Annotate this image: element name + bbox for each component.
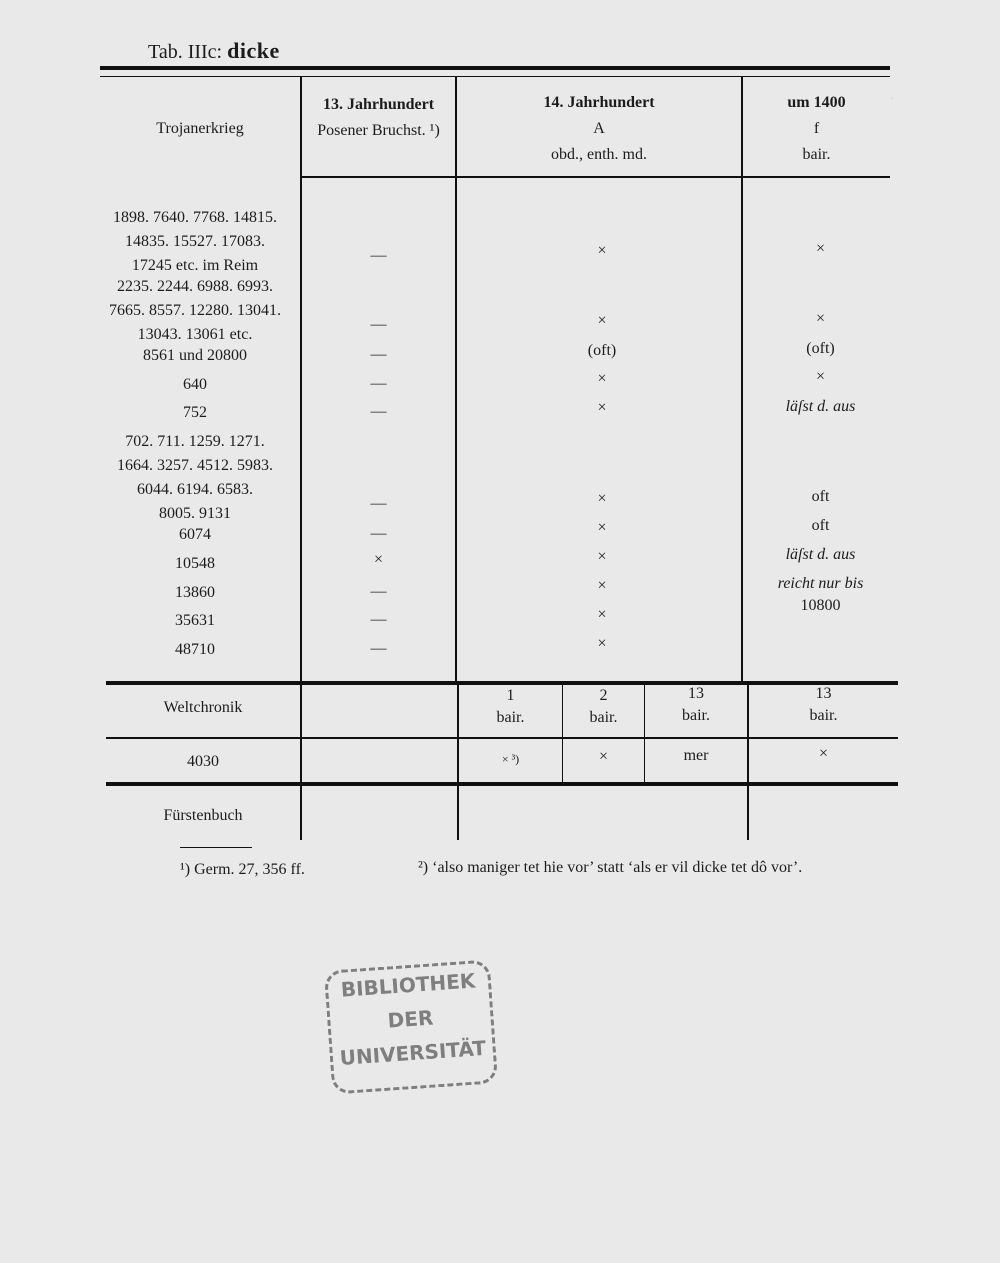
- row-6-posen: —: [370, 495, 387, 512]
- row-5-a: ×: [597, 399, 607, 416]
- row-6-a: ×: [597, 490, 607, 507]
- footnote-rule: [180, 847, 252, 848]
- row-1-a: ×: [597, 242, 607, 259]
- header-1400: [743, 90, 890, 168]
- row-3-label: 8561 und 20800: [143, 347, 247, 364]
- fuerstenbuch-rule: [106, 782, 898, 786]
- row-7-label: 6074: [179, 526, 211, 543]
- row-8-a: ×: [597, 548, 607, 565]
- header-rule: [300, 176, 890, 178]
- row-4-a: ×: [597, 370, 607, 387]
- row-8-posen: ×: [373, 551, 384, 568]
- header-13jh: [302, 92, 455, 144]
- wc-val-2: ×: [598, 748, 609, 765]
- row-6-f: oft: [811, 488, 830, 505]
- title-word: dicke: [227, 38, 280, 63]
- title-prefix: Tab. IIIc:: [148, 41, 223, 63]
- row-5-label: 752: [183, 404, 207, 421]
- row-2-posen: —: [370, 316, 387, 333]
- row-4-posen: —: [370, 375, 387, 392]
- row-7-a: ×: [597, 519, 607, 536]
- wc-col-4: 13 bair.: [809, 685, 838, 724]
- header-trojanerkrieg: Trojanerkrieg: [156, 120, 244, 137]
- library-stamp: BIBLIOTHEK DER UNIVERSITÄT: [324, 959, 498, 1094]
- row-10-a: ×: [597, 606, 607, 623]
- wc-val-1: × ³): [501, 752, 520, 766]
- row-4-f: ×: [815, 368, 826, 385]
- top-rule-thin: [100, 76, 890, 77]
- header-1400-title: um 1400: [787, 94, 846, 111]
- wc-row-label: 4030: [187, 753, 219, 770]
- header-f: f: [813, 120, 820, 137]
- row-6-label: 702. 711. 1259. 1271. 1664. 3257. 4512. 5983. 6044. 6194. 6583. 8005. 9131: [117, 433, 273, 522]
- row-11-label: 48710: [175, 641, 215, 658]
- wc-col-2: 2 bair.: [589, 687, 618, 726]
- footnote-1: ¹) Germ. 27, 356 ff.: [180, 861, 305, 878]
- wc-val-4: ×: [818, 745, 829, 762]
- row-3-a: (oft): [587, 342, 617, 359]
- row-7-f: oft: [811, 517, 830, 534]
- bleed-text: ·: [890, 92, 895, 107]
- row-5-posen: —: [370, 403, 387, 420]
- row-1-posen: —: [370, 247, 387, 264]
- header-obd: obd., enth. md.: [551, 146, 647, 163]
- row-8-label: 10548: [175, 555, 215, 572]
- header-14jh-title: 14. Jahrhundert: [543, 94, 655, 111]
- row-9-f: reicht nur bis: [777, 575, 864, 592]
- weltchronik-label: Weltchronik: [163, 699, 243, 716]
- wc-col-1: 1 bair.: [496, 687, 525, 726]
- row-10-posen: —: [370, 611, 387, 628]
- fuerstenbuch-label: Fürstenbuch: [163, 807, 243, 824]
- top-rule: [100, 66, 890, 70]
- row-2-f: ×: [815, 310, 826, 327]
- row-9-label: 13860: [175, 584, 215, 601]
- row-3-posen: —: [370, 346, 387, 363]
- row-3-f: (oft): [806, 340, 835, 357]
- row-8-f: läſst d. aus: [785, 546, 856, 563]
- table-title: [148, 38, 280, 64]
- header-13jh-title: 13. Jahrhundert: [322, 96, 435, 113]
- footnote-2: ²) ‘also maniger tet hie vor’ statt ‘als er vil dicke tet dô vor’.: [418, 859, 803, 876]
- header-posener: Posener Bruchst. ¹): [317, 122, 440, 139]
- row-2-a: ×: [597, 312, 607, 329]
- header-a: A: [593, 120, 605, 137]
- wc-inner-rule: [106, 737, 898, 739]
- row-10-label: 35631: [175, 612, 215, 629]
- row-4-label: 640: [183, 376, 207, 393]
- header-bair: bair.: [802, 146, 831, 163]
- row-5-f: läſst d. aus: [785, 398, 856, 415]
- row-9-a: ×: [597, 577, 607, 594]
- row-10-f: 10800: [800, 597, 841, 614]
- row-9-posen: —: [370, 583, 387, 600]
- row-1-label: 1898. 7640. 7768. 14815. 14835. 15527. 17083. 17245 etc. im Reim: [113, 209, 277, 274]
- wc-col-3: 13 bair.: [682, 685, 710, 724]
- row-11-posen: —: [370, 640, 387, 657]
- row-11-a: ×: [597, 635, 607, 652]
- row-2-label: 2235. 2244. 6988. 6993. 7665. 8557. 12280. 13041. 13043. 13061 etc.: [109, 278, 281, 343]
- header-14jh: [457, 90, 741, 168]
- wc-val-3: mer: [683, 747, 709, 764]
- lower-divider-1: [300, 685, 302, 840]
- row-1-f: ×: [815, 240, 826, 257]
- row-7-posen: —: [370, 525, 387, 542]
